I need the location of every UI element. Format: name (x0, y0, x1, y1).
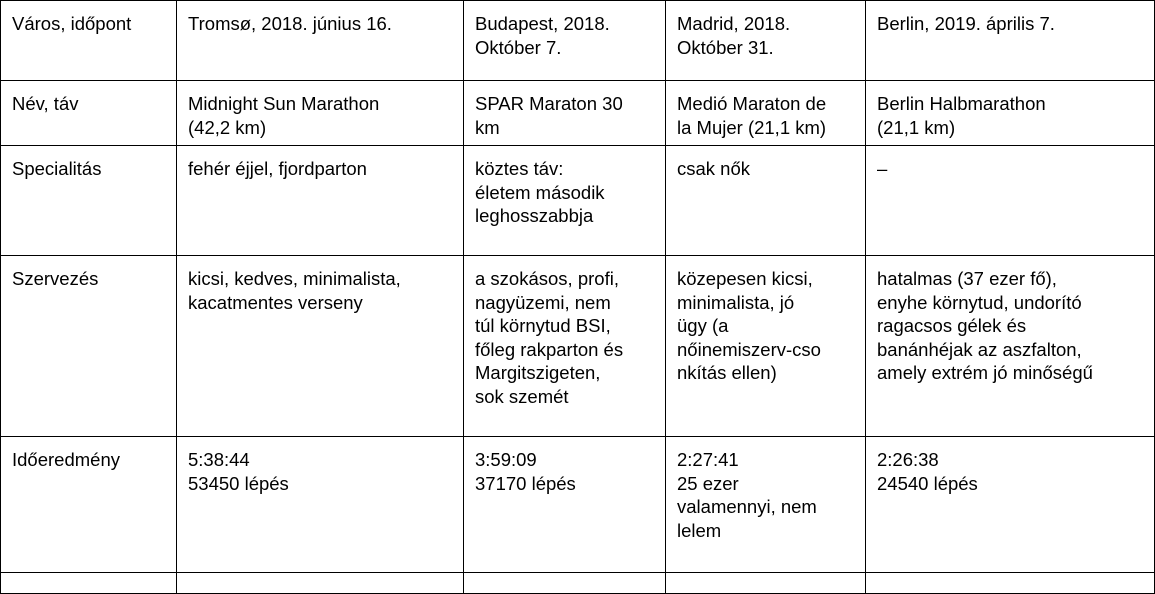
table-cell: 3:59:09 37170 lépés (464, 437, 666, 573)
table-cell: közepesen kicsi, minimalista, jó ügy (a nőinemiszerv-cso nkítás ellen) (666, 256, 866, 437)
table-cell: SPAR Maraton 30 km (464, 81, 666, 146)
table-row (1, 81, 1155, 146)
table-cell: Berlin Halbmarathon (21,1 km) (866, 81, 1155, 146)
row-label-speciality: Specialitás (1, 146, 177, 256)
table-cell: Berlin, 2019. április 7. (866, 1, 1155, 81)
table-cell: 2:26:38 24540 lépés (866, 437, 1155, 573)
row-label-name-distance: Név, táv (1, 81, 177, 146)
table-cell: köztes táv: életem második leghosszabbja (464, 146, 666, 256)
table-cell: 2:27:41 25 ezer valamennyi, nem lelem (666, 437, 866, 573)
table-cell: – (866, 146, 1155, 256)
table-cell (1, 573, 177, 594)
row-label-organization: Szervezés (1, 256, 177, 437)
row-label-city-date: Város, időpont (1, 1, 177, 81)
table-row (1, 573, 1155, 594)
row-label-result: Időeredmény (1, 437, 177, 573)
table-cell (866, 573, 1155, 594)
table-cell: 5:38:44 53450 lépés (177, 437, 464, 573)
table-cell: fehér éjjel, fjordparton (177, 146, 464, 256)
table-row (1, 146, 1155, 256)
table-cell: hatalmas (37 ezer fő), enyhe környtud, undorító ragacsos gélek és banánhéjak az aszfalton, amely extrém jó minőségű (866, 256, 1155, 437)
table-row (1, 1, 1155, 81)
table-row (1, 437, 1155, 573)
table-cell (177, 573, 464, 594)
table-row (1, 256, 1155, 437)
table-cell (666, 573, 866, 594)
table-cell: kicsi, kedves, minimalista, kacatmentes verseny (177, 256, 464, 437)
table-cell: Tromsø, 2018. június 16. (177, 1, 464, 81)
table-cell: Midnight Sun Marathon (42,2 km) (177, 81, 464, 146)
table-cell: a szokásos, profi, nagyüzemi, nem túl környtud BSI, főleg rakparton és Margitszigeten, sok szemét (464, 256, 666, 437)
table-cell: Madrid, 2018. Október 31. (666, 1, 866, 81)
table-cell (464, 573, 666, 594)
table-cell: Budapest, 2018. Október 7. (464, 1, 666, 81)
table-cell: csak nők (666, 146, 866, 256)
table-cell: Medió Maraton de la Mujer (21,1 km) (666, 81, 866, 146)
